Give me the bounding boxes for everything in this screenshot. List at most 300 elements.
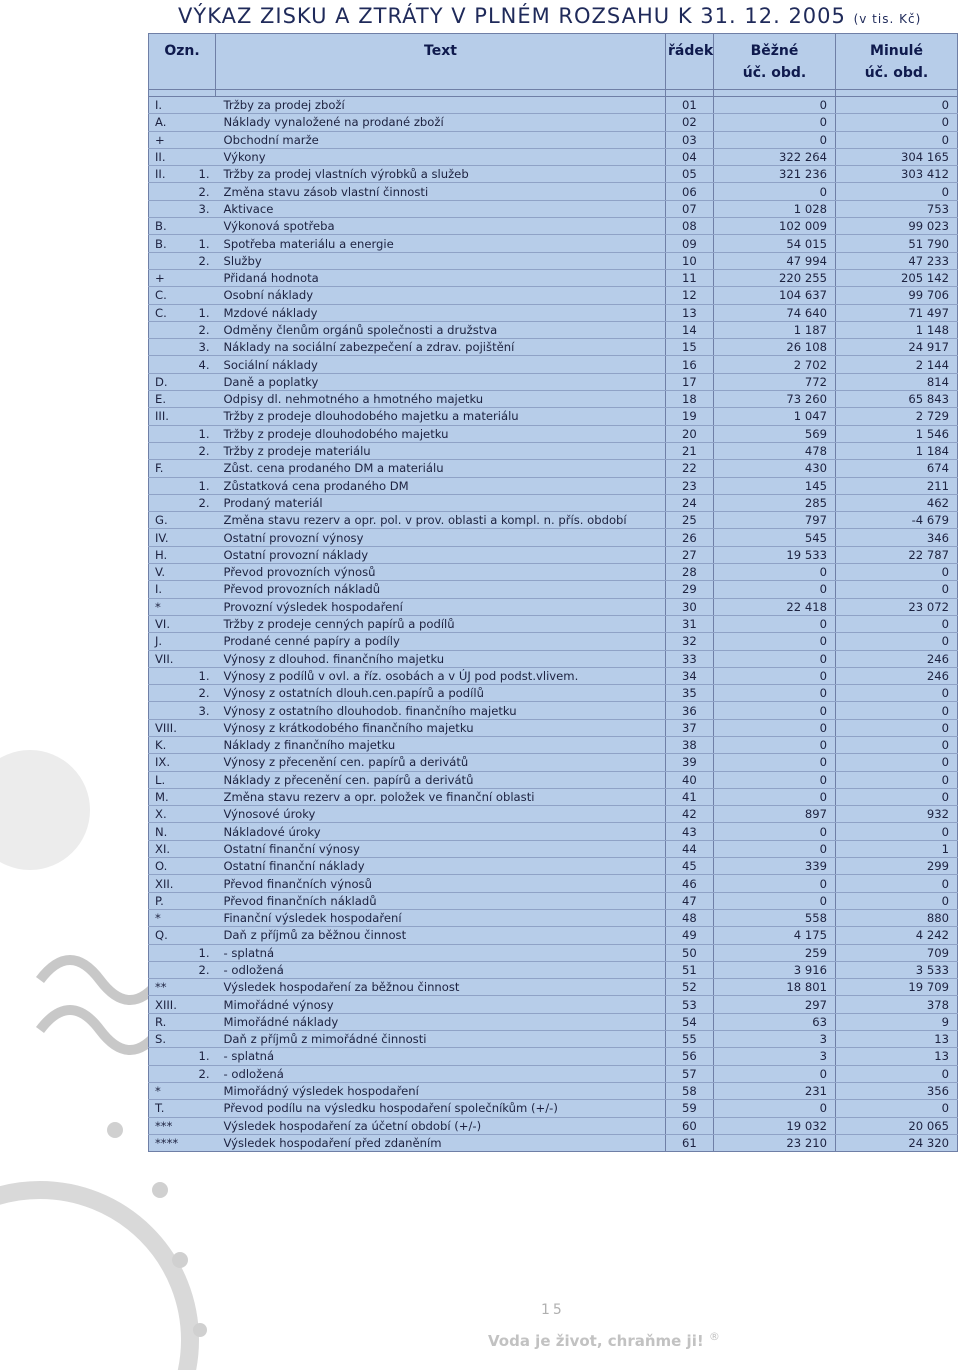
row-bezne: 0 [714, 702, 836, 719]
row-sub [186, 460, 216, 477]
row-minule: 0 [836, 702, 958, 719]
row-minule: 378 [836, 996, 958, 1013]
row-sub [186, 788, 216, 805]
table-row [149, 564, 958, 581]
row-text: Výkony [216, 148, 666, 165]
row-text: Výsledek hospodaření za běžnou činnost [216, 979, 666, 996]
row-ozn: A. [149, 114, 186, 131]
row-ozn: I. [149, 97, 186, 114]
row-bezne: 73 260 [714, 391, 836, 408]
row-minule: 932 [836, 806, 958, 823]
row-text: Ostatní provozní výnosy [216, 529, 666, 546]
report-title: VÝKAZ ZISKU A ZTRÁTY V PLNÉM ROZSAHU K 31. 12. 2005 [178, 4, 846, 28]
row-minule: -4 679 [836, 512, 958, 529]
row-text: Odpisy dl. nehmotného a hmotného majetku [216, 391, 666, 408]
row-radek: 04 [666, 148, 714, 165]
row-radek: 25 [666, 512, 714, 529]
row-text: Tržby za prodej vlastních výrobků a služeb [216, 166, 666, 183]
row-sub [186, 269, 216, 286]
row-bezne: 0 [714, 581, 836, 598]
row-sub [186, 909, 216, 926]
row-sub [186, 287, 216, 304]
row-minule: 19 709 [836, 979, 958, 996]
table-row [149, 373, 958, 390]
row-sub [186, 373, 216, 390]
row-ozn: XIII. [149, 996, 186, 1013]
row-sub [186, 581, 216, 598]
row-sub: 1. [186, 667, 216, 684]
row-bezne: 0 [714, 114, 836, 131]
row-bezne: 797 [714, 512, 836, 529]
row-text: Výnosy z ostatního dlouhodob. finančního majetku [216, 702, 666, 719]
table-row [149, 408, 958, 425]
row-ozn [149, 356, 186, 373]
slogan-text: Voda je život, chraňme ji! [488, 1332, 704, 1350]
row-sub: 2. [186, 252, 216, 269]
row-radek: 55 [666, 1031, 714, 1048]
row-text: Výnosy z podílů v ovl. a říz. osobách a v ÚJ pod podst.vlivem. [216, 667, 666, 684]
row-text: Výsledek hospodaření za účetní období (+/-) [216, 1117, 666, 1134]
row-text: Zůst. cena prodaného DM a materiálu [216, 460, 666, 477]
table-row [149, 961, 958, 978]
header-minule-line1: Minulé [870, 43, 923, 59]
row-minule: 814 [836, 373, 958, 390]
row-radek: 41 [666, 788, 714, 805]
row-radek: 54 [666, 1013, 714, 1030]
table-row [149, 460, 958, 477]
row-sub [186, 1031, 216, 1048]
table-body [149, 90, 958, 1152]
row-bezne: 63 [714, 1013, 836, 1030]
table-row [149, 114, 958, 131]
row-radek: 45 [666, 858, 714, 875]
table-row [149, 494, 958, 511]
row-text: - odložená [216, 961, 666, 978]
row-ozn: D. [149, 373, 186, 390]
row-radek: 40 [666, 771, 714, 788]
table-row [149, 875, 958, 892]
row-bezne: 0 [714, 650, 836, 667]
table-row [149, 166, 958, 183]
row-minule: 0 [836, 719, 958, 736]
row-ozn: S. [149, 1031, 186, 1048]
row-text: - splatná [216, 1048, 666, 1065]
table-row [149, 391, 958, 408]
row-ozn [149, 944, 186, 961]
table-row [149, 702, 958, 719]
row-radek: 17 [666, 373, 714, 390]
row-minule: 13 [836, 1031, 958, 1048]
page-number: 15 [541, 1302, 565, 1318]
table-row [149, 979, 958, 996]
row-text: Ostatní finanční výnosy [216, 840, 666, 857]
row-minule: 709 [836, 944, 958, 961]
row-radek: 31 [666, 615, 714, 632]
row-bezne: 0 [714, 685, 836, 702]
row-minule: 356 [836, 1082, 958, 1099]
row-ozn [149, 961, 186, 978]
row-text: - odložená [216, 1065, 666, 1082]
row-bezne: 231 [714, 1082, 836, 1099]
row-radek: 43 [666, 823, 714, 840]
row-minule: 0 [836, 615, 958, 632]
row-bezne: 545 [714, 529, 836, 546]
row-sub [186, 564, 216, 581]
row-bezne: 0 [714, 840, 836, 857]
row-minule: 246 [836, 650, 958, 667]
row-text: Náklady z přecenění cen. papírů a derivátů [216, 771, 666, 788]
row-radek: 48 [666, 909, 714, 926]
row-radek: 60 [666, 1117, 714, 1134]
row-radek: 33 [666, 650, 714, 667]
row-ozn: T. [149, 1100, 186, 1117]
row-radek: 30 [666, 598, 714, 615]
row-ozn: III. [149, 408, 186, 425]
header-ozn: Ozn. [149, 34, 216, 90]
row-text: Aktivace [216, 200, 666, 217]
row-radek: 20 [666, 425, 714, 442]
row-minule: 0 [836, 754, 958, 771]
row-ozn: J. [149, 633, 186, 650]
row-text: Přidaná hodnota [216, 269, 666, 286]
row-ozn: Q. [149, 927, 186, 944]
row-radek: 53 [666, 996, 714, 1013]
row-minule: 0 [836, 771, 958, 788]
row-minule: 24 917 [836, 339, 958, 356]
table-row [149, 633, 958, 650]
row-radek: 61 [666, 1134, 714, 1151]
row-radek: 35 [666, 685, 714, 702]
row-bezne: 1 047 [714, 408, 836, 425]
table-row [149, 892, 958, 909]
row-text: Změna stavu zásob vlastní činnosti [216, 183, 666, 200]
table-row [149, 1100, 958, 1117]
row-sub [186, 408, 216, 425]
row-bezne: 4 175 [714, 927, 836, 944]
row-text: Náklady vynaložené na prodané zboží [216, 114, 666, 131]
row-text: Mimořádné náklady [216, 1013, 666, 1030]
row-minule: 0 [836, 114, 958, 131]
row-ozn: B. [149, 218, 186, 235]
row-bezne: 430 [714, 460, 836, 477]
row-sub: 3. [186, 200, 216, 217]
row-minule: 0 [836, 788, 958, 805]
row-ozn: O. [149, 858, 186, 875]
row-bezne: 0 [714, 97, 836, 114]
row-bezne: 0 [714, 564, 836, 581]
row-text: Tržby z prodeje cenných papírů a podílů [216, 615, 666, 632]
table-row [149, 235, 958, 252]
row-radek: 37 [666, 719, 714, 736]
row-radek: 22 [666, 460, 714, 477]
row-text: Provozní výsledek hospodaření [216, 598, 666, 615]
table-row [149, 512, 958, 529]
table-row [149, 97, 958, 114]
row-radek: 36 [666, 702, 714, 719]
row-ozn [149, 339, 186, 356]
row-radek: 42 [666, 806, 714, 823]
row-radek: 08 [666, 218, 714, 235]
row-radek: 01 [666, 97, 714, 114]
table-row [149, 148, 958, 165]
row-bezne: 1 028 [714, 200, 836, 217]
row-radek: 52 [666, 979, 714, 996]
row-radek: 29 [666, 581, 714, 598]
row-radek: 10 [666, 252, 714, 269]
row-bezne: 0 [714, 736, 836, 753]
row-radek: 24 [666, 494, 714, 511]
row-radek: 23 [666, 477, 714, 494]
table-row [149, 1065, 958, 1082]
row-sub: 1. [186, 477, 216, 494]
row-sub: 3. [186, 702, 216, 719]
table-row [149, 615, 958, 632]
row-text: Daň z příjmů za běžnou činnost [216, 927, 666, 944]
row-minule: 1 [836, 840, 958, 857]
row-text: Výnosy z krátkodobého finančního majetku [216, 719, 666, 736]
row-sub [186, 806, 216, 823]
row-ozn: K. [149, 736, 186, 753]
row-sub [186, 1117, 216, 1134]
row-ozn [149, 477, 186, 494]
row-radek: 58 [666, 1082, 714, 1099]
table-row [149, 304, 958, 321]
row-bezne: 2 702 [714, 356, 836, 373]
row-ozn: + [149, 131, 186, 148]
row-text: Tržby z prodeje dlouhodobého majetku [216, 425, 666, 442]
row-bezne: 104 637 [714, 287, 836, 304]
table-row [149, 442, 958, 459]
table-row [149, 909, 958, 926]
row-radek: 49 [666, 927, 714, 944]
row-sub [186, 1134, 216, 1151]
row-ozn: B. [149, 235, 186, 252]
row-bezne: 897 [714, 806, 836, 823]
table-row [149, 183, 958, 200]
row-minule: 1 148 [836, 321, 958, 338]
row-sub: 4. [186, 356, 216, 373]
row-ozn: + [149, 269, 186, 286]
row-minule: 13 [836, 1048, 958, 1065]
row-minule: 0 [836, 564, 958, 581]
header-bezne-line1: Běžné [750, 43, 799, 59]
row-ozn [149, 200, 186, 217]
row-minule: 1 184 [836, 442, 958, 459]
row-bezne: 569 [714, 425, 836, 442]
row-ozn: R. [149, 1013, 186, 1030]
header-bezne-line2: úč. obd. [742, 65, 807, 81]
row-radek: 47 [666, 892, 714, 909]
header-radek: řádek [666, 34, 714, 90]
row-bezne: 19 533 [714, 546, 836, 563]
row-ozn: IX. [149, 754, 186, 771]
row-bezne: 18 801 [714, 979, 836, 996]
row-minule: 299 [836, 858, 958, 875]
row-minule: 0 [836, 581, 958, 598]
row-minule: 0 [836, 131, 958, 148]
row-minule: 99 706 [836, 287, 958, 304]
row-sub: 1. [186, 166, 216, 183]
row-sub: 2. [186, 442, 216, 459]
table-row [149, 321, 958, 338]
table-row [149, 477, 958, 494]
row-sub [186, 148, 216, 165]
row-text: Změna stavu rezerv a opr. položek ve finanční oblasti [216, 788, 666, 805]
row-radek: 09 [666, 235, 714, 252]
row-minule: 0 [836, 875, 958, 892]
row-sub [186, 615, 216, 632]
row-bezne: 321 236 [714, 166, 836, 183]
row-sub [186, 633, 216, 650]
row-ozn [149, 667, 186, 684]
row-text: Tržby za prodej zboží [216, 97, 666, 114]
row-minule: 3 533 [836, 961, 958, 978]
row-radek: 44 [666, 840, 714, 857]
row-radek: 32 [666, 633, 714, 650]
row-bezne: 0 [714, 892, 836, 909]
row-sub [186, 97, 216, 114]
report-unit: (v tis. Kč) [853, 12, 922, 26]
row-sub: 1. [186, 944, 216, 961]
row-bezne: 478 [714, 442, 836, 459]
row-bezne: 47 994 [714, 252, 836, 269]
row-minule: 20 065 [836, 1117, 958, 1134]
row-text: Mzdové náklady [216, 304, 666, 321]
row-bezne: 19 032 [714, 1117, 836, 1134]
page-title [178, 4, 921, 28]
row-text: Převod finančních výnosů [216, 875, 666, 892]
row-ozn: G. [149, 512, 186, 529]
row-minule: 2 144 [836, 356, 958, 373]
table-row [149, 788, 958, 805]
header-bezne [714, 34, 836, 90]
row-text: Nákladové úroky [216, 823, 666, 840]
row-sub: 2. [186, 961, 216, 978]
row-bezne: 0 [714, 754, 836, 771]
row-ozn: VII. [149, 650, 186, 667]
table-row [149, 1134, 958, 1151]
row-minule: 304 165 [836, 148, 958, 165]
row-radek: 03 [666, 131, 714, 148]
row-sub: 1. [186, 235, 216, 252]
row-ozn: XII. [149, 875, 186, 892]
row-minule: 47 233 [836, 252, 958, 269]
row-ozn [149, 321, 186, 338]
row-ozn: C. [149, 304, 186, 321]
row-minule: 0 [836, 892, 958, 909]
row-radek: 02 [666, 114, 714, 131]
row-ozn: C. [149, 287, 186, 304]
row-ozn: II. [149, 148, 186, 165]
row-ozn [149, 252, 186, 269]
row-bezne: 0 [714, 183, 836, 200]
row-sub [186, 927, 216, 944]
row-text: Tržby z prodeje materiálu [216, 442, 666, 459]
row-ozn: * [149, 1082, 186, 1099]
row-ozn: E. [149, 391, 186, 408]
table-row [149, 252, 958, 269]
row-radek: 51 [666, 961, 714, 978]
row-sub [186, 546, 216, 563]
table-row [149, 719, 958, 736]
row-text: Spotřeba materiálu a energie [216, 235, 666, 252]
row-radek: 18 [666, 391, 714, 408]
row-bezne: 102 009 [714, 218, 836, 235]
profit-loss-table [148, 33, 958, 1152]
header-minule-line2: úč. obd. [864, 65, 929, 81]
row-sub [186, 858, 216, 875]
table-row [149, 339, 958, 356]
row-radek: 16 [666, 356, 714, 373]
row-sub: 1. [186, 425, 216, 442]
table-row [149, 685, 958, 702]
row-text: Mimořádné výnosy [216, 996, 666, 1013]
table-row [149, 269, 958, 286]
row-bezne: 54 015 [714, 235, 836, 252]
row-minule: 246 [836, 667, 958, 684]
row-sub [186, 529, 216, 546]
row-sub [186, 875, 216, 892]
row-minule: 211 [836, 477, 958, 494]
row-sub: 2. [186, 1065, 216, 1082]
row-text: Převod podílu na výsledku hospodaření společníkům (+/-) [216, 1100, 666, 1117]
row-radek: 56 [666, 1048, 714, 1065]
table-row [149, 1013, 958, 1030]
row-sub: 2. [186, 494, 216, 511]
row-bezne: 322 264 [714, 148, 836, 165]
row-ozn: *** [149, 1117, 186, 1134]
row-text: Převod provozních nákladů [216, 581, 666, 598]
row-sub [186, 736, 216, 753]
row-text: Výkonová spotřeba [216, 218, 666, 235]
row-text: Daň z příjmů z mimořádné činnosti [216, 1031, 666, 1048]
row-text: Služby [216, 252, 666, 269]
row-minule: 0 [836, 1100, 958, 1117]
row-bezne: 259 [714, 944, 836, 961]
row-ozn: II. [149, 166, 186, 183]
table-header-row [149, 34, 958, 90]
row-minule: 22 787 [836, 546, 958, 563]
table-row [149, 1082, 958, 1099]
row-minule: 0 [836, 685, 958, 702]
row-bezne: 0 [714, 131, 836, 148]
row-text: Obchodní marže [216, 131, 666, 148]
row-text: Prodané cenné papíry a podíly [216, 633, 666, 650]
row-bezne: 297 [714, 996, 836, 1013]
row-radek: 27 [666, 546, 714, 563]
row-minule: 99 023 [836, 218, 958, 235]
row-bezne: 772 [714, 373, 836, 390]
row-sub [186, 512, 216, 529]
row-bezne: 0 [714, 633, 836, 650]
row-text: Převod finančních nákladů [216, 892, 666, 909]
table-row [149, 529, 958, 546]
row-text: - splatná [216, 944, 666, 961]
row-ozn: IV. [149, 529, 186, 546]
row-ozn [149, 702, 186, 719]
row-minule: 1 546 [836, 425, 958, 442]
row-sub [186, 823, 216, 840]
table-row [149, 996, 958, 1013]
row-radek: 14 [666, 321, 714, 338]
row-sub [186, 1100, 216, 1117]
row-bezne: 74 640 [714, 304, 836, 321]
table-row [149, 425, 958, 442]
row-sub [186, 114, 216, 131]
row-radek: 26 [666, 529, 714, 546]
row-ozn [149, 494, 186, 511]
row-ozn: VIII. [149, 719, 186, 736]
